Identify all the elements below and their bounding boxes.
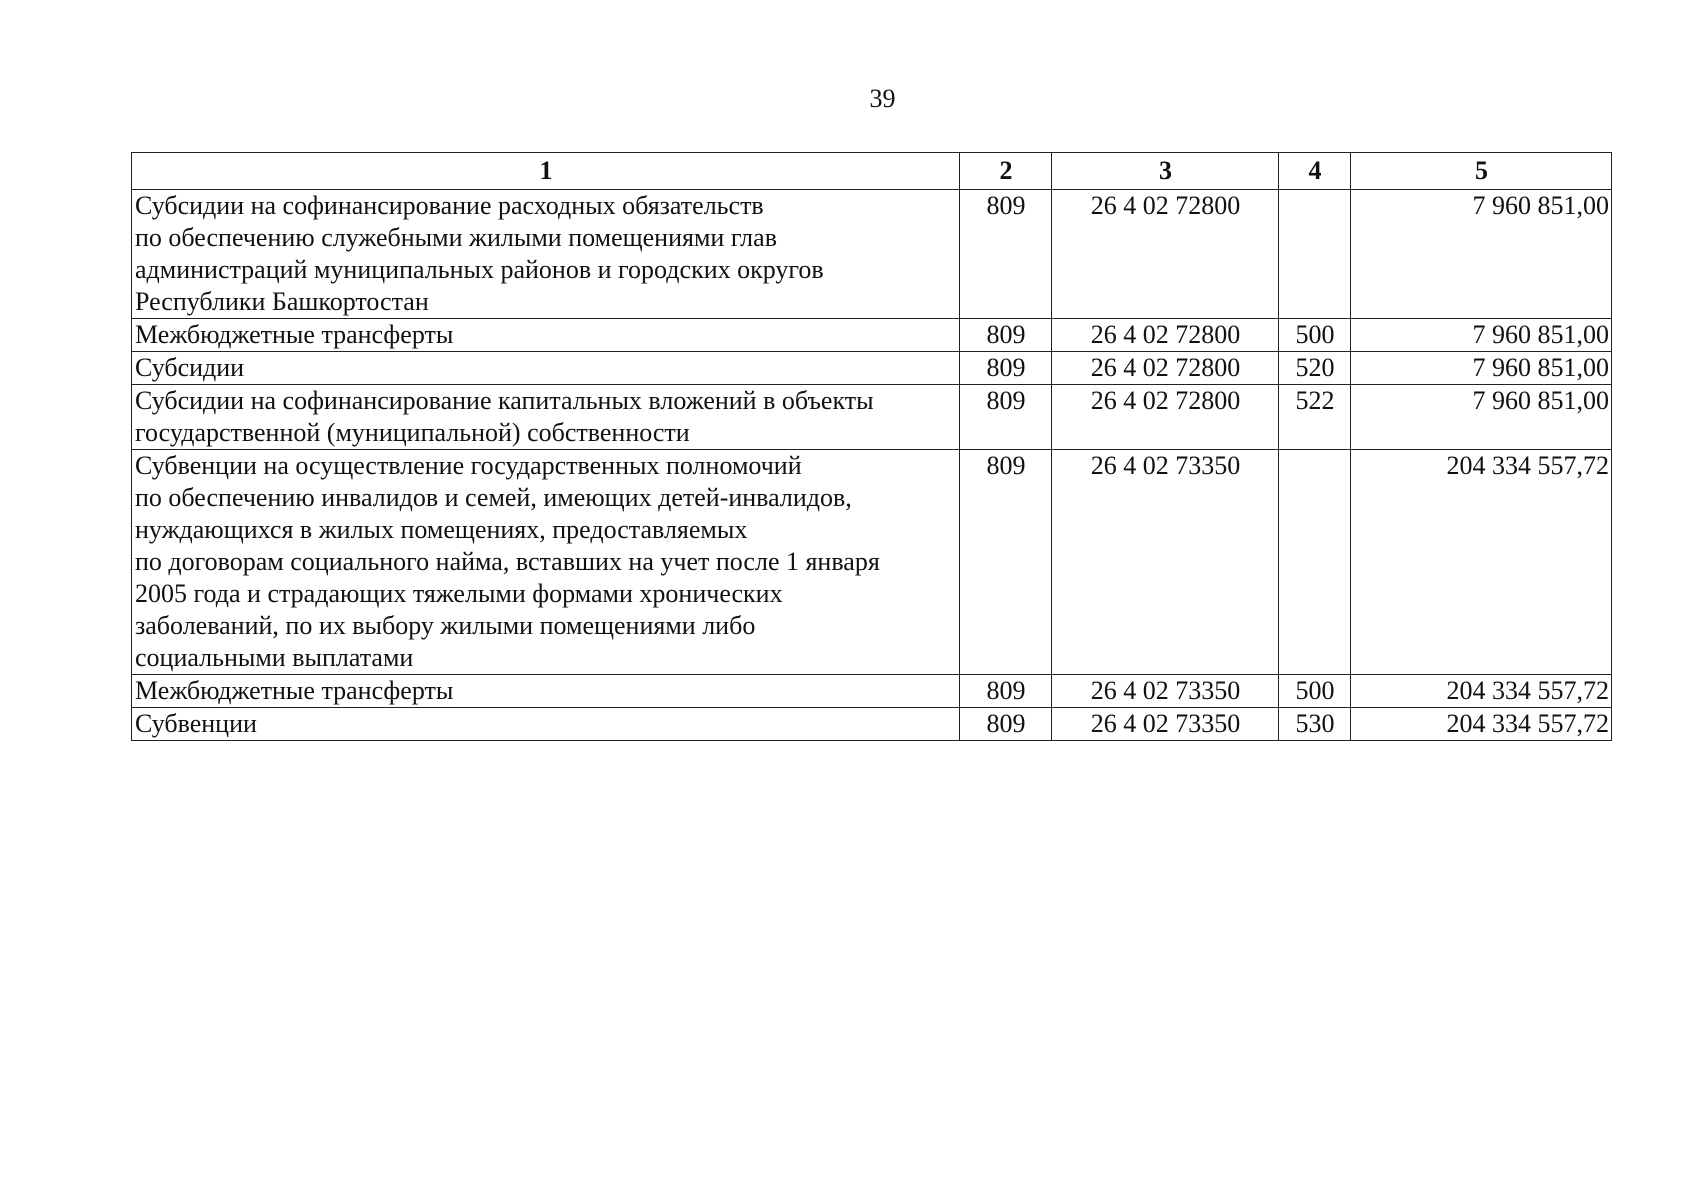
amount-cell: 7 960 851,00: [1351, 352, 1612, 385]
expense-kind-cell: [1279, 450, 1351, 675]
amount-cell: 204 334 557,72: [1351, 708, 1612, 741]
table-row: [132, 450, 1612, 675]
header-row: [132, 153, 1612, 190]
row-name-cell: [132, 319, 960, 352]
row-name-cell: [132, 675, 960, 708]
table-row: [132, 352, 1612, 385]
row-name-line: Республики Башкортостан: [135, 287, 429, 316]
target-article-cell: 26 4 02 73350: [1052, 708, 1279, 741]
expense-kind-cell: 530: [1279, 708, 1351, 741]
row-name-line: Субсидии на софинансирование капитальных вложений в объекты: [135, 386, 874, 415]
header-col-5: 5: [1351, 153, 1612, 190]
row-name-line: заболеваний, по их выбору жилыми помещениями либо: [135, 611, 756, 640]
ministry-code-cell: 809: [960, 190, 1052, 319]
expense-kind-cell: [1279, 190, 1351, 319]
table-row: [132, 708, 1612, 741]
row-name-line: по обеспечению инвалидов и семей, имеющих детей-инвалидов,: [135, 483, 852, 512]
row-name-line: государственной (муниципальной) собственности: [135, 418, 690, 447]
amount-cell: 7 960 851,00: [1351, 385, 1612, 450]
target-article-cell: 26 4 02 72800: [1052, 385, 1279, 450]
expense-kind-cell: 522: [1279, 385, 1351, 450]
ministry-code-cell: 809: [960, 352, 1052, 385]
ministry-code-cell: 809: [960, 708, 1052, 741]
row-name-line: Субвенции: [135, 709, 257, 738]
table-body: [132, 190, 1612, 741]
table-row: [132, 319, 1612, 352]
ministry-code-cell: 809: [960, 450, 1052, 675]
header-col-1: 1: [132, 153, 960, 190]
row-name-line: по обеспечению служебными жилыми помещениями глав: [135, 223, 777, 252]
row-name-line: Межбюджетные трансферты: [135, 676, 454, 705]
row-name-cell: [132, 708, 960, 741]
row-name-line: Субвенции на осуществление государственных полномочий: [135, 451, 802, 480]
row-name-cell: [132, 190, 960, 319]
row-name-line: социальными выплатами: [135, 643, 414, 672]
expense-kind-cell: 520: [1279, 352, 1351, 385]
budget-table: [131, 152, 1612, 741]
page-number: 39: [869, 84, 896, 113]
header-col-3: 3: [1052, 153, 1279, 190]
row-name-cell: [132, 450, 960, 675]
amount-cell: 7 960 851,00: [1351, 190, 1612, 319]
amount-cell: 7 960 851,00: [1351, 319, 1612, 352]
ministry-code-cell: 809: [960, 385, 1052, 450]
target-article-cell: 26 4 02 72800: [1052, 352, 1279, 385]
row-name-line: 2005 года и страдающих тяжелыми формами хронических: [135, 579, 783, 608]
row-name-line: Субсидии на софинансирование расходных обязательств: [135, 191, 764, 220]
expense-kind-cell: 500: [1279, 675, 1351, 708]
ministry-code-cell: 809: [960, 319, 1052, 352]
table-row: [132, 190, 1612, 319]
row-name-cell: [132, 352, 960, 385]
row-name-line: по договорам социального найма, вставших на учет после 1 января: [135, 547, 880, 576]
target-article-cell: 26 4 02 72800: [1052, 190, 1279, 319]
header-col-4: 4: [1279, 153, 1351, 190]
expense-kind-cell: 500: [1279, 319, 1351, 352]
table-row: [132, 385, 1612, 450]
row-name-line: нуждающихся в жилых помещениях, предоставляемых: [135, 515, 748, 544]
header-col-2: 2: [960, 153, 1052, 190]
row-name-cell: [132, 385, 960, 450]
amount-cell: 204 334 557,72: [1351, 675, 1612, 708]
row-name-line: Субсидии: [135, 353, 245, 382]
row-name-line: Межбюджетные трансферты: [135, 320, 454, 349]
target-article-cell: 26 4 02 73350: [1052, 450, 1279, 675]
amount-cell: 204 334 557,72: [1351, 450, 1612, 675]
target-article-cell: 26 4 02 73350: [1052, 675, 1279, 708]
target-article-cell: 26 4 02 72800: [1052, 319, 1279, 352]
row-name-line: администраций муниципальных районов и городских округов: [135, 255, 824, 284]
table-row: [132, 675, 1612, 708]
ministry-code-cell: 809: [960, 675, 1052, 708]
